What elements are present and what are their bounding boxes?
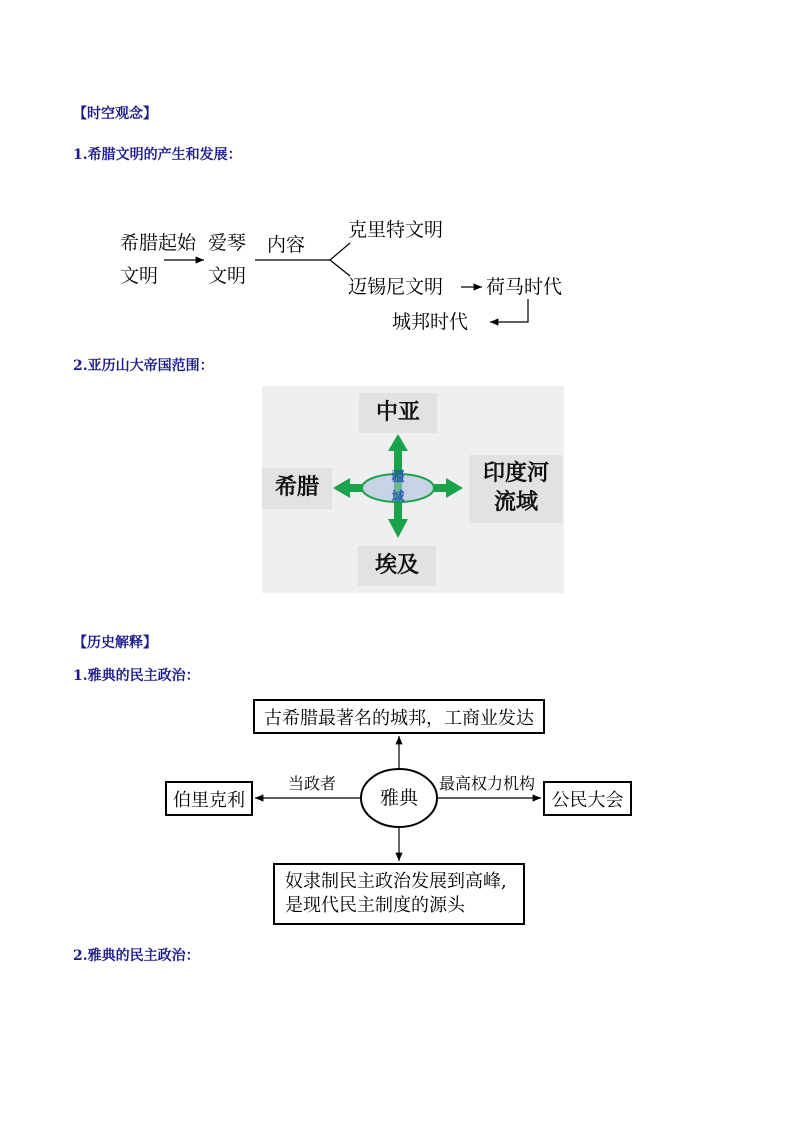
flow-origin-line2: 文明 <box>120 265 159 287</box>
athens-left-label: 当政者 <box>288 774 337 793</box>
flow-homer: 荷马时代 <box>486 276 563 298</box>
item-title-greek-civilization: 1.希腊文明的产生和发展： <box>73 147 242 163</box>
athens-bottom-line2: 是现代民主制度的源头 <box>285 895 465 916</box>
athens-bottom-line1: 奴隶制民主政治发展到高峰, <box>285 870 507 892</box>
athens-top-box: 古希腊最著名的城邦，工商业发达 <box>253 699 545 734</box>
flow-citystate: 城邦时代 <box>392 311 469 333</box>
flow-aiqin-line2: 文明 <box>208 265 247 287</box>
region-greece: 希腊 <box>262 468 332 509</box>
athens-center: 雅典 <box>380 787 419 809</box>
athens-left-box: 伯里克利 <box>165 781 253 816</box>
section-heading-interpretation: 【历史解释】 <box>73 635 157 651</box>
item-title-alexander-empire: 2.亚历山大帝国范围： <box>73 358 214 374</box>
flow-aiqin-line1: 爱琴 <box>208 232 247 254</box>
flow-crete: 克里特文明 <box>348 219 444 241</box>
flow-mycenae: 迈锡尼文明 <box>348 276 444 298</box>
athens-right-label: 最高权力机构 <box>439 774 536 793</box>
region-indus-valley: 印度河流域 <box>469 455 563 523</box>
item-title-athens-democracy-2: 2.雅典的民主政治： <box>73 948 200 964</box>
athens-bottom-box <box>273 863 525 925</box>
flow-content-label: 内容 <box>267 234 306 256</box>
section-heading-spacetime: 【时空观念】 <box>73 106 157 122</box>
region-egypt: 埃及 <box>358 546 436 586</box>
region-central-asia: 中亚 <box>359 393 437 433</box>
territory-center-label: 疆域 <box>391 470 405 505</box>
flow-origin-line1: 希腊起始 <box>120 232 197 254</box>
item-title-athens-democracy-1: 1.雅典的民主政治： <box>73 668 200 684</box>
athens-right-box: 公民大会 <box>543 781 632 816</box>
